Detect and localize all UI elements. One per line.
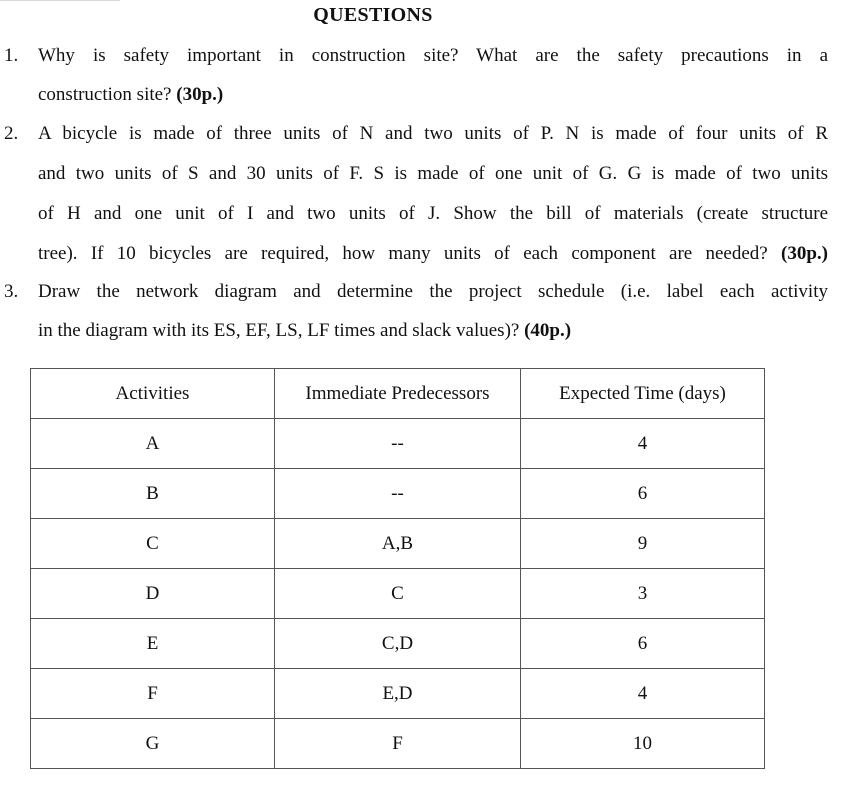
- activity-cell: G: [31, 719, 275, 769]
- question-text-line: and two units of S and 30 units of F. S is made of one unit of G. G is made of two units: [38, 163, 828, 184]
- activity-cell: B: [31, 469, 275, 519]
- table-row: [31, 469, 765, 519]
- top-divider: [0, 0, 120, 1]
- time-cell: 10: [521, 719, 765, 769]
- question-points: (30p.): [781, 243, 829, 264]
- predecessor-cell: --: [275, 419, 521, 469]
- predecessor-cell: E,D: [275, 669, 521, 719]
- predecessor-cell: C,D: [275, 619, 521, 669]
- time-cell: 6: [521, 469, 765, 519]
- header-expected-time: Expected Time (days): [521, 369, 765, 419]
- time-cell: 6: [521, 619, 765, 669]
- activity-cell: A: [31, 419, 275, 469]
- table-row: [31, 619, 765, 669]
- time-cell: 9: [521, 519, 765, 569]
- question-text-line: of H and one unit of I and two units of J. Show the bill of materials (create structure: [38, 203, 828, 224]
- table-header-row: [31, 369, 765, 419]
- activity-cell: D: [31, 569, 275, 619]
- page-title: QUESTIONS: [313, 4, 433, 26]
- table-row: [31, 719, 765, 769]
- table-row: [31, 669, 765, 719]
- question-text-line: construction site? (30p.): [38, 84, 224, 105]
- question-text-line: Why is safety important in construction site? What are the safety precautions in a: [38, 45, 828, 66]
- time-cell: 3: [521, 569, 765, 619]
- question-text-line: in the diagram with its ES, EF, LS, LF times and slack values)? (40p.): [38, 320, 572, 341]
- question-number: 3.: [4, 281, 19, 302]
- table-row: [31, 519, 765, 569]
- predecessor-cell: --: [275, 469, 521, 519]
- table-row: [31, 569, 765, 619]
- question-number: 2.: [4, 123, 19, 144]
- time-cell: 4: [521, 669, 765, 719]
- activity-cell: C: [31, 519, 275, 569]
- question-number: 1.: [4, 45, 19, 66]
- header-predecessors: Immediate Predecessors: [275, 369, 521, 419]
- question-text-line: tree). If 10 bicycles are required, how many units of each component are needed? (30p.): [38, 243, 829, 264]
- table-row: [31, 419, 765, 469]
- predecessor-cell: A,B: [275, 519, 521, 569]
- time-cell: 4: [521, 419, 765, 469]
- activity-cell: F: [31, 669, 275, 719]
- predecessor-cell: F: [275, 719, 521, 769]
- question-points: (40p.): [524, 320, 572, 341]
- question-text-line: A bicycle is made of three units of N and two units of P. N is made of four units of R: [38, 123, 828, 144]
- question-points: (30p.): [176, 84, 224, 105]
- header-activities: Activities: [31, 369, 275, 419]
- activity-cell: E: [31, 619, 275, 669]
- predecessor-cell: C: [275, 569, 521, 619]
- activity-table: [30, 368, 765, 769]
- question-text-line: Draw the network diagram and determine the project schedule (i.e. label each activity: [38, 281, 828, 302]
